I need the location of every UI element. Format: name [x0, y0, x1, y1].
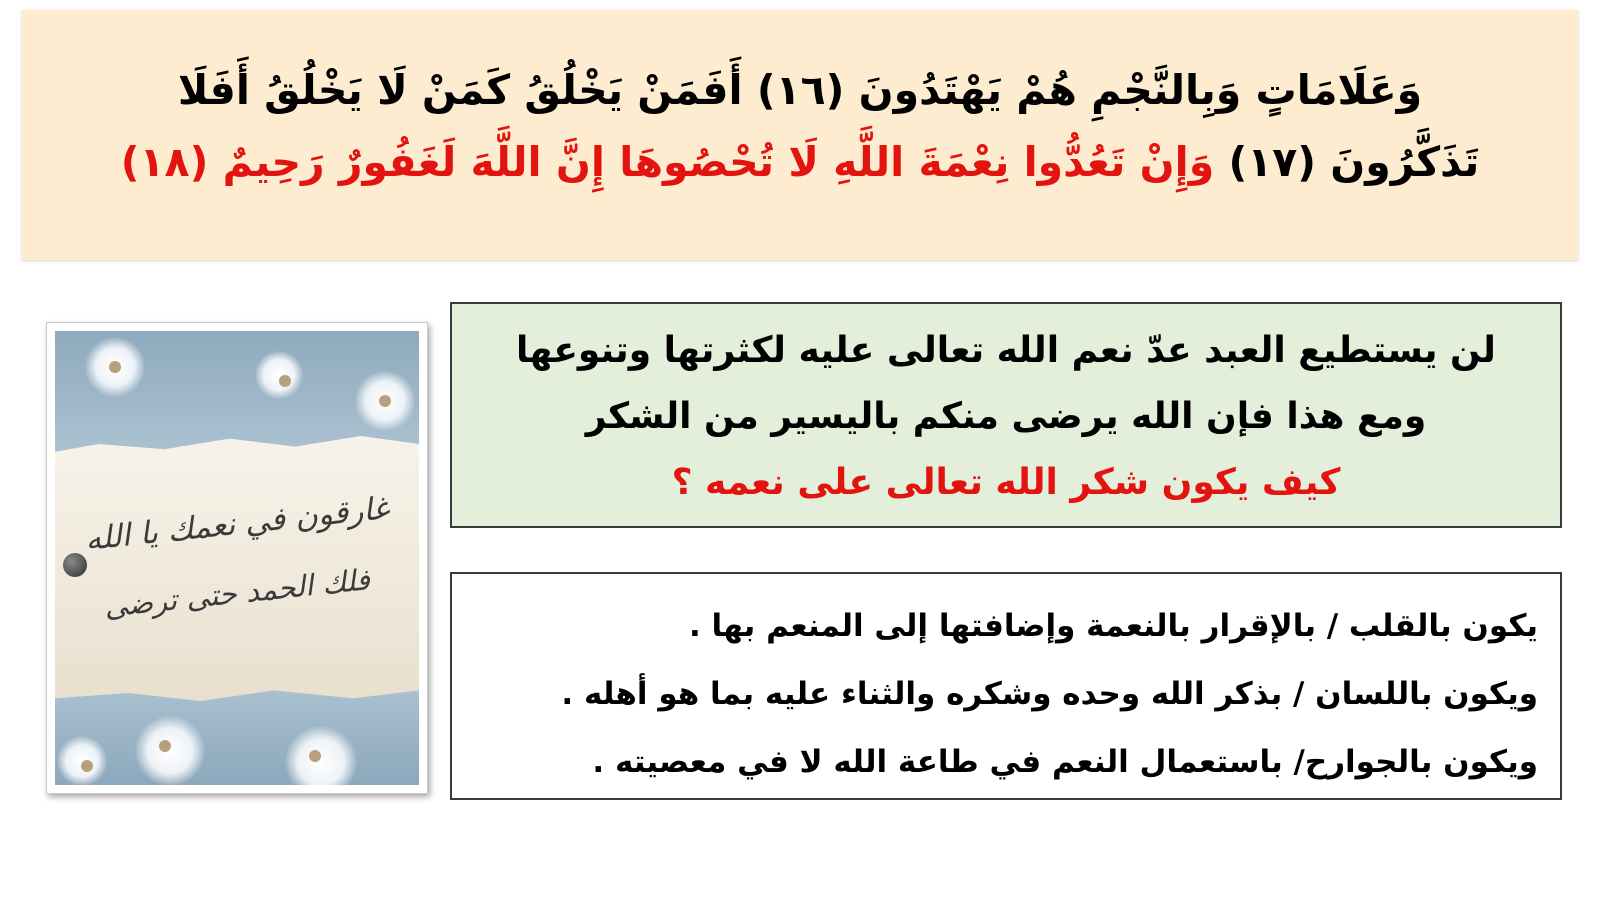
calligraphy-image: [46, 322, 428, 794]
flower-decoration: [255, 351, 303, 399]
calligraphy-line-2: فلك الحمد حتى ترضى: [102, 562, 372, 624]
answer-heart: يكون بالقلب / بالإقرار بالنعمة وإضافتها إلى المنعم بها .: [688, 608, 1538, 644]
answer-limbs: ويكون بالجوارح/ باستعمال النعم في طاعة الله لا في معصيته .: [592, 744, 1538, 780]
image-background: [55, 331, 419, 785]
verse-line-2: [62, 126, 1538, 198]
quran-verse-box: [22, 10, 1578, 260]
question-text: كيف يكون شكر الله تعالى على نعمه ؟: [671, 462, 1341, 503]
verse-line-2-black: تَذَكَّرُونَ (١٧): [1228, 138, 1480, 186]
question-intro-line-1: لن يستطيع العبد عدّ نعم الله تعالى عليه لكثرتها وتنوعها: [516, 330, 1496, 371]
flower-decoration: [135, 716, 205, 785]
verse-line-2-highlight: وَإِنْ تَعُدُّوا نِعْمَةَ اللَّهِ لَا تُحْصُوهَا إِنَّ اللَّهَ لَغَفُورٌ رَحِيمٌ (١٨): [120, 138, 1215, 186]
flower-decoration: [355, 371, 415, 431]
flower-decoration: [285, 726, 357, 785]
verse-line-1: وَعَلَامَاتٍ وَبِالنَّجْمِ هُمْ يَهْتَدُونَ (١٦) أَفَمَنْ يَخْلُقُ كَمَنْ لَا يَخْلُقُ أَفَلَا: [177, 66, 1423, 114]
flower-decoration: [57, 736, 107, 785]
question-box: [450, 302, 1562, 528]
flower-decoration: [85, 337, 145, 397]
question-intro-line-2: ومع هذا فإن الله يرضى منكم باليسير من الشكر: [585, 396, 1427, 437]
calligraphy-line-1: غارقون في نعمك يا الله: [83, 490, 391, 558]
answer-tongue: ويكون باللسان / بذكر الله وحده وشكره والثناء عليه بما هو أهله .: [561, 676, 1538, 712]
answer-box: [450, 572, 1562, 800]
